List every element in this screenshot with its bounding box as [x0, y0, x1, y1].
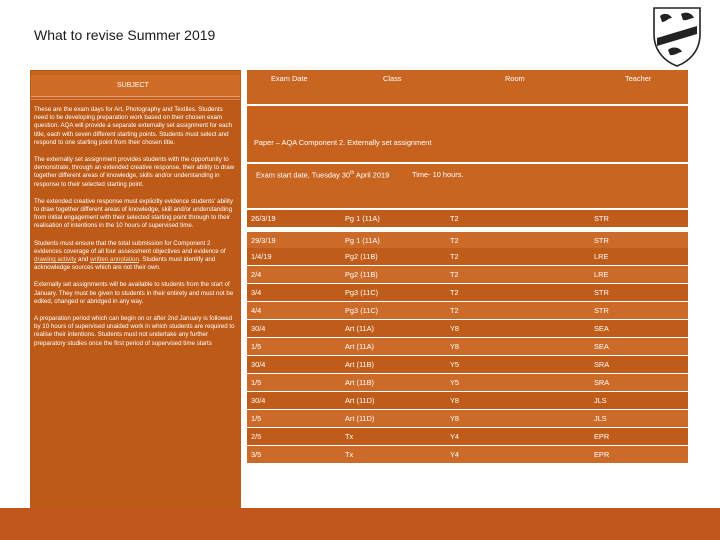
paper-row [247, 106, 688, 162]
page-title: What to revise Summer 2019 [34, 27, 216, 43]
cell-teacher: STR [594, 288, 609, 297]
cell-teacher: LRE [594, 252, 609, 261]
cell-teacher: STR [594, 214, 609, 223]
table-row [247, 410, 688, 427]
cell-teacher: SEA [594, 324, 609, 333]
cell-teacher: SRA [594, 378, 610, 387]
table-row [247, 284, 688, 301]
cell-date: 1/5 [251, 378, 262, 387]
cell-teacher: EPR [594, 432, 610, 441]
cell-teacher: LRE [594, 270, 609, 279]
cell-date: 26/3/19 [251, 214, 276, 223]
table-row [247, 446, 688, 463]
cell-teacher: SEA [594, 342, 609, 351]
table-row [247, 210, 688, 227]
cell-room: Y4 [450, 432, 460, 441]
cell-date: 1/4/19 [251, 252, 272, 261]
cell-room: Y5 [450, 378, 460, 387]
subject-description [31, 99, 240, 511]
table-row [247, 248, 688, 265]
cell-teacher: JLS [594, 396, 607, 405]
cell-class: Pg2 (11B) [345, 252, 378, 261]
header-room: Room [505, 74, 525, 83]
cell-class: Pg 1 (11A) [345, 214, 380, 223]
written-annotation-link[interactable]: written annotation [90, 256, 139, 264]
table-row [247, 374, 688, 391]
table-row [247, 302, 688, 319]
cell-room: T2 [450, 288, 459, 297]
header-class: Class [383, 74, 402, 83]
header-teacher: Teacher [625, 74, 652, 83]
cell-teacher: JLS [594, 414, 607, 423]
cell-room: T2 [450, 214, 459, 223]
subject-paragraph: The extended creative response must explicitly evidence students' ability to draw together different areas of knowledge, skill and/or understanding from initial engagement with their selected starting point through to their realisation of intentions in the 10 hours of supervised time. [34, 197, 233, 230]
cell-room: Y8 [450, 396, 460, 405]
exam-duration: Time- 10 hours. [412, 170, 464, 179]
cell-class: Tx [345, 432, 354, 441]
subject-paragraph: Externally set assignments will be available to students from the start of January. They must be given to students in their entirety and must not be edited, changed or abridged in any way. [34, 281, 234, 305]
cell-class: Art (11A) [345, 342, 375, 351]
cell-class: Pg3 (11C) [345, 288, 379, 297]
drawing-activity-link[interactable]: drawing activity [34, 256, 77, 264]
cell-teacher: STR [594, 306, 609, 315]
cell-date: 1/5 [251, 414, 262, 423]
cell-room: Y8 [450, 342, 460, 351]
table-row [247, 392, 688, 409]
header-exam-date: Exam Date [271, 74, 308, 83]
cell-room: Y8 [450, 324, 460, 333]
cell-room: T2 [450, 270, 459, 279]
cell-teacher: STR [594, 236, 609, 245]
paper-title: Paper – AQA Component 2. Externally set assignment [254, 138, 432, 147]
cell-date: 29/3/19 [251, 236, 276, 245]
cell-room: Y8 [450, 414, 460, 423]
table-header [247, 70, 688, 104]
cell-teacher: SRA [594, 360, 610, 369]
cell-class: Art (11A) [345, 324, 375, 333]
cell-class: Pg2 (11B) [345, 270, 378, 279]
subject-paragraph: Students must ensure that the total submission for Component 2 evidences coverage of all four assessment objectives and evidence of drawing activity and written annotation. Students must identify and acknowledge sources which are not their own. [34, 239, 226, 272]
cell-class: Pg3 (11C) [345, 306, 379, 315]
cell-date: 1/5 [251, 342, 262, 351]
school-crest-icon [648, 4, 706, 68]
cell-date: 30/4 [251, 324, 266, 333]
cell-class: Art (11D) [345, 396, 375, 405]
cell-date: 4/4 [251, 306, 262, 315]
cell-room: T2 [450, 252, 459, 261]
table-row [247, 320, 688, 337]
cell-class: Pg 1 (11A) [345, 236, 380, 245]
table-row [247, 428, 688, 445]
cell-room: T2 [450, 236, 459, 245]
subject-paragraph: These are the exam days for Art, Photography and Textiles. Students need to be developing preparation work based on their chosen exam question. AQA will provide a separate externally set assignment for each title, each with seven different starting points. Students must select and respond to one starting point from their chosen title. [34, 106, 233, 146]
cell-date: 30/4 [251, 360, 266, 369]
cell-date: 2/4 [251, 270, 262, 279]
cell-class: Art (11B) [345, 360, 375, 369]
cell-room: T2 [450, 306, 459, 315]
cell-room: Y5 [450, 360, 460, 369]
start-date-row [247, 164, 688, 208]
cell-room: Y4 [450, 450, 460, 459]
cell-class: Tx [345, 450, 354, 459]
table-row [247, 232, 688, 249]
subject-panel [30, 70, 241, 508]
subject-header: SUBJECT [31, 75, 240, 97]
cell-class: Art (11D) [345, 414, 375, 423]
subject-paragraph: The externally set assignment provides students with the opportunity to demonstrate, through an extended creative response, their ability to draw together different areas of knowledge, skills and/or understanding in response to their selected starting point. [34, 156, 235, 188]
cell-date: 30/4 [251, 396, 266, 405]
table-row [247, 338, 688, 355]
cell-date: 3/5 [251, 450, 262, 459]
exam-start-date: Exam start date, Tuesday 30th April 2019 [256, 170, 390, 180]
cell-teacher: EPR [594, 450, 610, 459]
cell-class: Art (11B) [345, 378, 375, 387]
footer-band [0, 508, 720, 540]
subject-paragraph: A preparation period which can begin on or after 2nd January is followed by 10 hours of supervised unaided work in which students are required to realise their intentions. Students must not undertake any further preparatory studies once the first period of supervised time starts [34, 315, 235, 347]
cell-date: 2/5 [251, 432, 262, 441]
table-row [247, 356, 688, 373]
table-row [247, 266, 688, 283]
cell-date: 3/4 [251, 288, 262, 297]
